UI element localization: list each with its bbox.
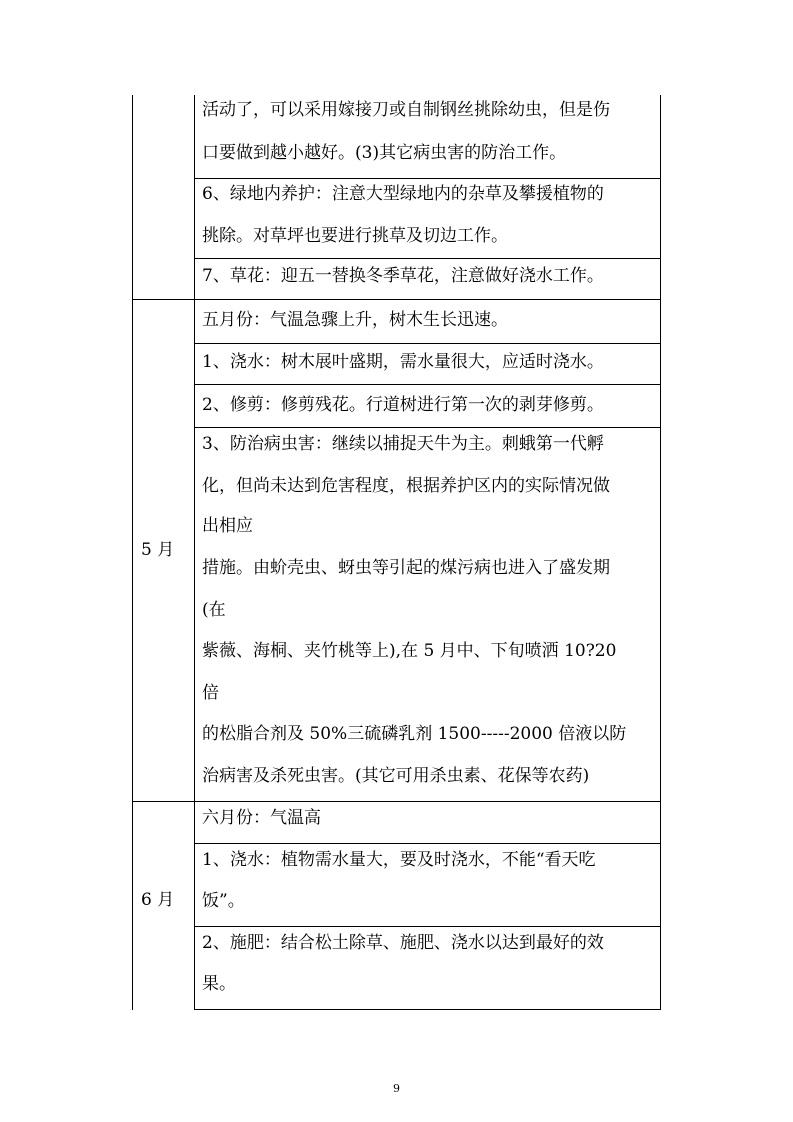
cell-text-line: (在	[202, 600, 226, 620]
cell-text-line: 治病害及杀死虫害。(其它可用杀虫素、花保等农药)	[202, 766, 590, 786]
cell-text-line: 1、浇水：树木展叶盛期，需水量很大，应适时浇水。	[202, 352, 604, 372]
cell-text-line: 口要做到越小越好。(3)其它病虫害的防治工作。	[202, 143, 567, 163]
outer-right-border	[660, 95, 661, 1010]
row-border	[194, 427, 661, 428]
row-border	[194, 1009, 661, 1010]
row-border	[194, 178, 661, 179]
page-number: 9	[393, 1082, 400, 1095]
cell-text-line: 3、防治病虫害：继续以捕捉天牛为主。刺蛾第一代孵	[202, 434, 604, 454]
cell-text-line: 五月份：气温急骤上升，树木生长迅速。	[202, 310, 508, 330]
cell-text-line: 1、浇水：植物需水量大，要及时浇水，不能“看天吃	[202, 850, 596, 870]
outer-left-border	[132, 95, 133, 1010]
row-border	[132, 299, 661, 300]
row-border	[194, 258, 661, 259]
row-border	[194, 843, 661, 844]
column-divider	[194, 95, 195, 1010]
row-border	[194, 343, 661, 344]
cell-text-line: 2、修剪：修剪残花。行道树进行第一次的剥芽修剪。	[202, 395, 604, 415]
cell-text-line: 倍	[202, 683, 219, 703]
cell-text-line: 2、施肥：结合松土除草、施肥、浇水以达到最好的效	[202, 933, 604, 953]
cell-text-line: 7、草花：迎五一替换冬季草花，注意做好浇水工作。	[202, 266, 604, 286]
cell-text-line: 紫薇、海桐、夹竹桃等上),在 5 月中、下旬喷洒 10?20	[202, 641, 617, 661]
cell-text-line: 化，但尚未达到危害程度，根据养护区内的实际情况做	[202, 476, 610, 496]
cell-text-line: 6、绿地内养护：注意大型绿地内的杂草及攀援植物的	[202, 184, 604, 204]
row-border	[194, 384, 661, 385]
cell-text-line: 六月份：气温高	[202, 808, 321, 828]
month-label-june: 6 月	[141, 890, 175, 910]
cell-text-line: 的松脂合剂及 50%三硫磷乳剂 1500-----2000 倍液以防	[202, 724, 627, 744]
cell-text-line: 出相应	[202, 516, 253, 536]
row-border	[132, 801, 661, 802]
cell-text-line: 措施。由蚧壳虫、蚜虫等引起的煤污病也进入了盛发期	[202, 558, 610, 578]
row-border	[194, 926, 661, 927]
cell-text-line: 饭”。	[202, 891, 245, 911]
cell-text-line: 挑除。对草坪也要进行挑草及切边工作。	[202, 226, 508, 246]
month-label-may: 5 月	[141, 540, 175, 560]
cell-text-line: 活动了，可以采用嫁接刀或自制钢丝挑除幼虫，但是伤	[202, 100, 610, 120]
cell-text-line: 果。	[202, 974, 236, 994]
